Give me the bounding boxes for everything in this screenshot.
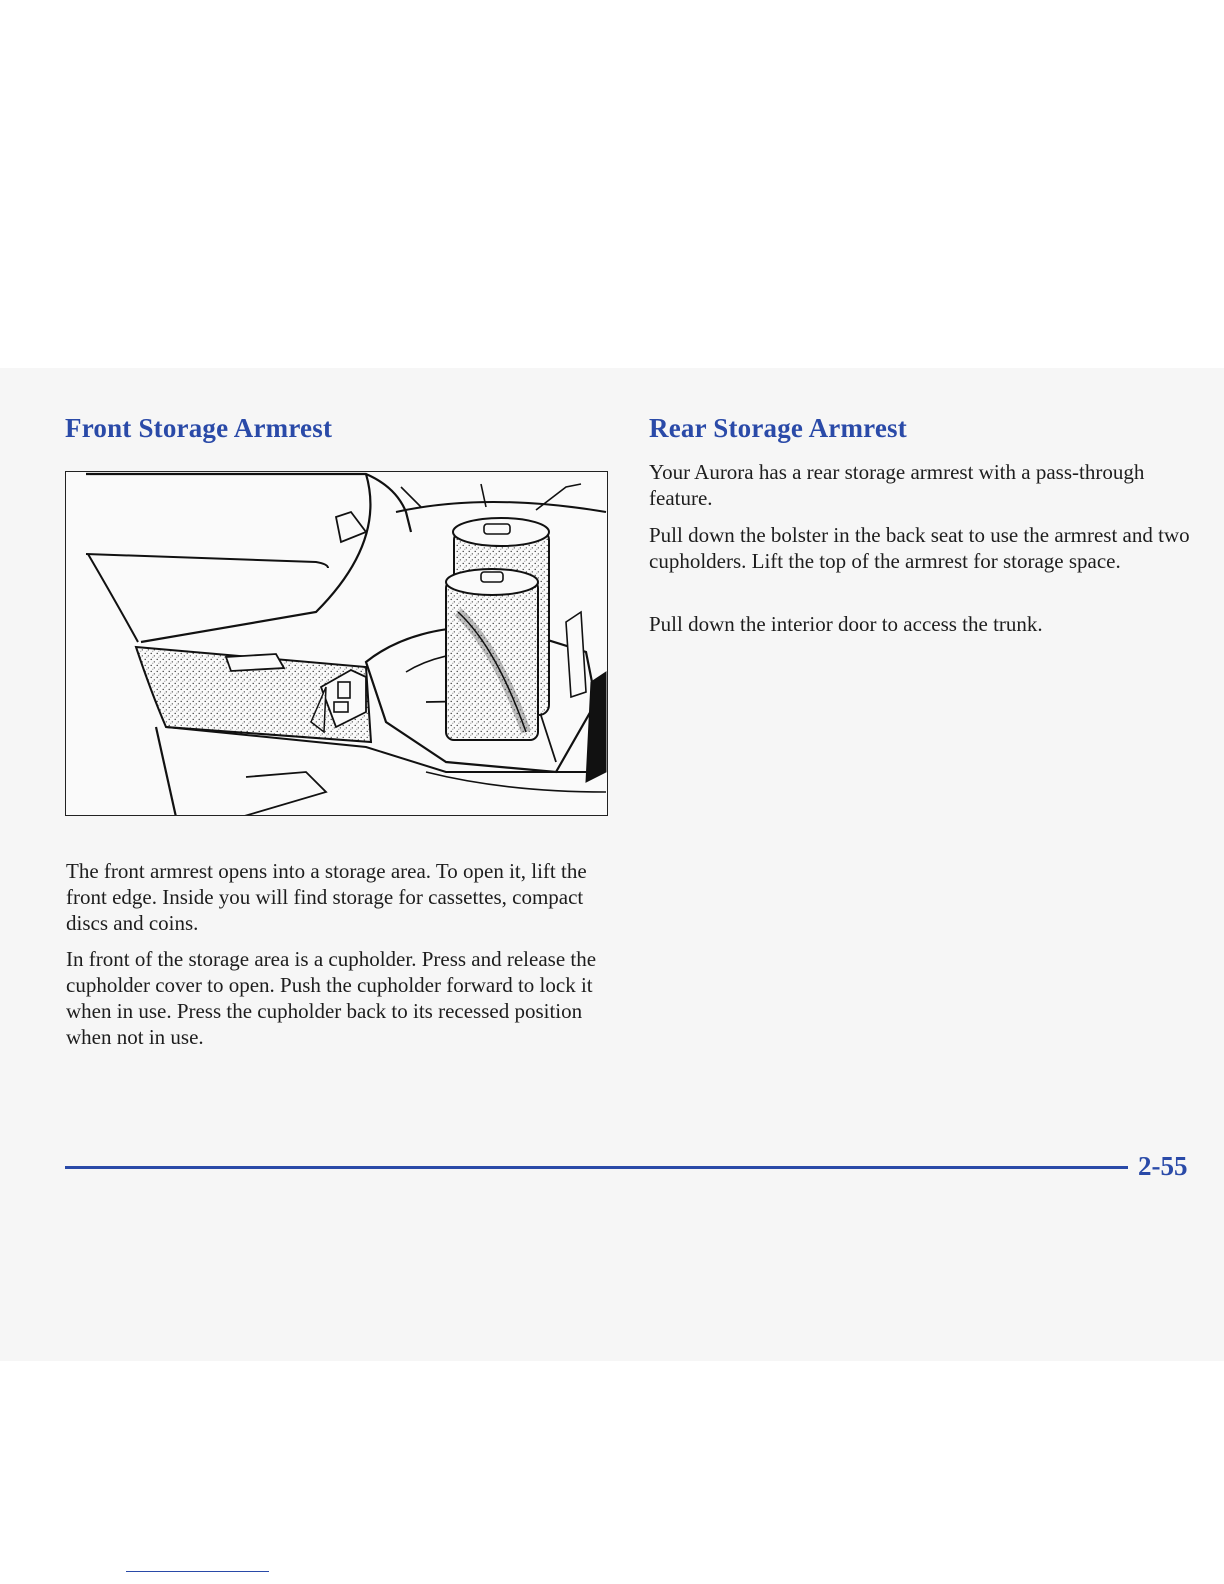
- rear-storage-armrest-heading: Rear Storage Armrest: [649, 413, 907, 443]
- bottom-divider: [126, 1571, 269, 1572]
- page-number: 2-55: [1138, 1151, 1188, 1181]
- front-armrest-illustration: [65, 471, 608, 816]
- rear-armrest-paragraph-2: Pull down the bolster in the back seat to use the armrest and two cupholders. Lift the top of the armrest for storage space.: [649, 523, 1190, 573]
- rear-armrest-paragraph-1: Your Aurora has a rear storage armrest with a pass-through feature.: [649, 460, 1145, 510]
- front-armrest-paragraph-2: In front of the storage area is a cupholder. Press and release the cupholder cover to open. Push the cupholder forward to lock it when in use. Press the cupholder back to its recessed position when not in use.: [66, 947, 597, 1049]
- rear-armrest-paragraph-3: Pull down the interior door to access the trunk.: [649, 612, 1043, 636]
- front-armrest-paragraph-1: The front armrest opens into a storage area. To open it, lift the front edge. Inside you will find storage for cassettes, compact discs and coins.: [66, 859, 587, 935]
- front-storage-armrest-heading: Front Storage Armrest: [65, 413, 333, 443]
- footer-rule: [65, 1166, 1128, 1169]
